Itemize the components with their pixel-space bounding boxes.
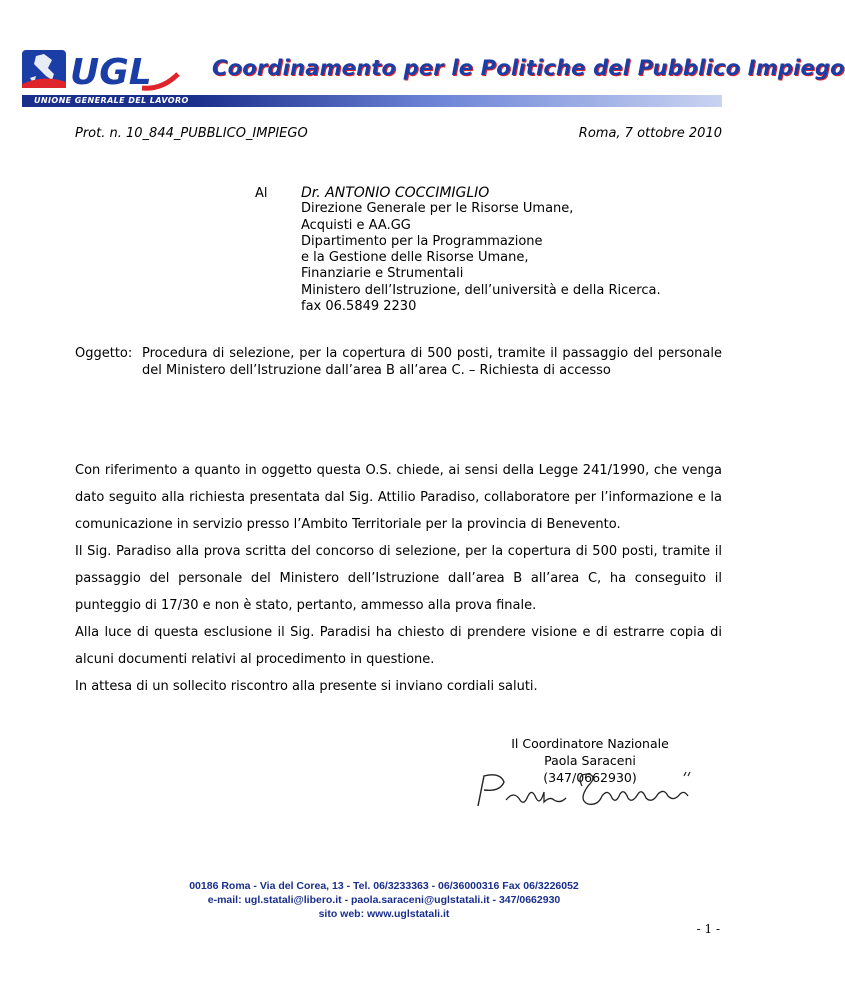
recipient-line: Acquisti e AA.GG xyxy=(301,217,411,233)
header-bar-text: UNIONE GENERALE DEL LAVORO xyxy=(34,96,189,105)
body-paragraph: Il Sig. Paradiso alla prova scritta del concorso di selezione, per la copertura di 500 posti, tramite il passaggio del personale del Ministero dell’Istruzione dall’area B all’area C, ha conseguito il punteggio di 17/30 e non è stato, pertanto, ammesso alla prova finale. xyxy=(75,544,722,613)
recipient-line: fax 06.5849 2230 xyxy=(301,299,417,315)
recipient-block xyxy=(301,185,661,315)
handwritten-signature xyxy=(470,766,700,816)
subject-label: Oggetto: xyxy=(75,346,133,361)
page-number: - 1 - xyxy=(696,922,720,936)
recipient-line: Ministero dell’Istruzione, dell’università e della Ricerca. xyxy=(301,282,661,298)
svg-text:UGL: UGL xyxy=(70,52,152,93)
subject-text: Procedura di selezione, per la copertura di 500 posti, tramite il passaggio del personale del Ministero dell’Istruzione dall’area B all’area C. – Richiesta di accesso xyxy=(142,346,722,378)
body-paragraph: Alla luce di questa esclusione il Sig. Paradisi ha chiesto di prendere visione e di estrarre copia di alcuni documenti relativi al procedimento in questione. xyxy=(75,625,722,667)
body-paragraph: Con riferimento a quanto in oggetto questa O.S. chiede, ai sensi della Legge 241/1990, che venga dato seguito alla richiesta presentata dal Sig. Attilio Paradiso, collaboratore per l’informazione e la comunicazione in servizio presso l’Ambito Territoriale per la provincia di Benevento. xyxy=(75,463,722,532)
letterhead-footer xyxy=(0,879,768,921)
signer-phone: (347/0662930) xyxy=(543,770,637,785)
recipient-name: Dr. ANTONIO COCCIMIGLIO xyxy=(301,185,490,201)
recipient-line: Dipartimento per la Programmazione xyxy=(301,233,543,249)
recipient-line: e la Gestione delle Risorse Umane, xyxy=(301,250,529,266)
footer-address: 00186 Roma - Via del Corea, 13 - Tel. 06/3233363 - 06/36000316 Fax 06/3226052 xyxy=(189,880,579,892)
recipient-line: Finanziarie e Strumentali xyxy=(301,266,464,282)
subject-block xyxy=(75,345,722,379)
ugl-logo xyxy=(22,44,182,94)
recipient-prefix: Al xyxy=(255,186,268,201)
footer-website: sito web: www.uglstatali.it xyxy=(318,908,450,920)
signer-role: Il Coordinatore Nazionale xyxy=(511,736,669,751)
letter-body xyxy=(75,457,722,700)
protocol-number: Prot. n. 10_844_PUBBLICO_IMPIEGO xyxy=(75,126,308,141)
recipient-line: Direzione Generale per le Risorse Umane, xyxy=(301,201,574,217)
organization-title: Coordinamento per le Politiche del Pubblico Impiego xyxy=(212,56,845,80)
signer-name: Paola Saraceni xyxy=(544,753,636,768)
letter-date: Roma, 7 ottobre 2010 xyxy=(578,126,722,141)
body-paragraph: In attesa di un sollecito riscontro alla presente si inviano cordiali saluti. xyxy=(75,679,538,694)
footer-email: e-mail: ugl.statali@libero.it - paola.saraceni@uglstatali.it - 347/0662930 xyxy=(207,894,561,906)
